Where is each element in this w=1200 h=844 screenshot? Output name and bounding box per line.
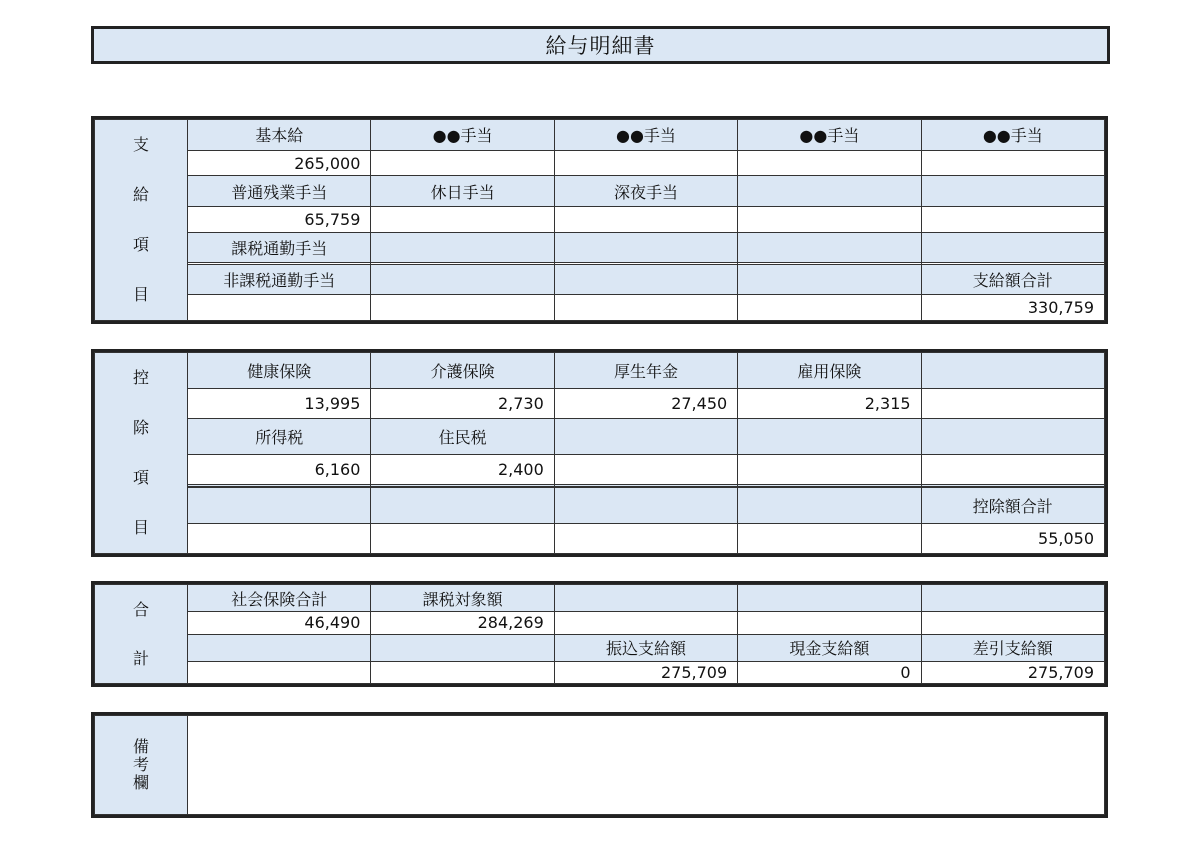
payment-label-row <box>95 232 1105 263</box>
item-value[interactable] <box>188 661 371 684</box>
item-label <box>921 419 1104 455</box>
side-char: 除 <box>132 418 149 437</box>
item-value[interactable] <box>738 612 921 635</box>
item-label <box>738 176 921 207</box>
item-label <box>738 419 921 455</box>
item-value[interactable] <box>738 455 921 485</box>
total-value-row <box>95 661 1105 684</box>
item-label <box>371 488 554 524</box>
item-label: 深夜手当 <box>554 176 737 207</box>
item-value[interactable]: 0 <box>738 661 921 684</box>
item-value[interactable]: 275,709 <box>921 661 1104 684</box>
deduction-label-row <box>95 353 1105 389</box>
item-value[interactable] <box>921 207 1104 233</box>
payment-label-row <box>95 264 1105 295</box>
item-label: 基本給 <box>188 120 371 151</box>
item-value[interactable] <box>921 455 1104 485</box>
deduction-label-row <box>95 488 1105 524</box>
item-label <box>188 634 371 661</box>
item-label <box>738 264 921 295</box>
item-label: ●●手当 <box>921 120 1104 151</box>
item-value[interactable] <box>554 524 737 554</box>
item-value[interactable] <box>188 295 371 321</box>
item-value[interactable] <box>921 150 1104 176</box>
item-value[interactable]: 2,400 <box>371 455 554 485</box>
item-value[interactable] <box>554 455 737 485</box>
item-value[interactable] <box>554 295 737 321</box>
side-char: 備 <box>132 737 149 756</box>
item-label: 介護保険 <box>371 353 554 389</box>
deduction-side-label <box>95 353 188 554</box>
item-label <box>554 264 737 295</box>
item-label: 現金支給額 <box>738 634 921 661</box>
item-value[interactable]: 265,000 <box>188 150 371 176</box>
item-label <box>921 232 1104 263</box>
item-label: 非課税通勤手当 <box>188 264 371 295</box>
item-value[interactable]: 55,050 <box>921 524 1104 554</box>
side-char: 欄 <box>132 773 149 792</box>
page-title: 給与明細書 <box>91 26 1110 64</box>
deduction-label-row <box>95 419 1105 455</box>
item-label: 課税対象額 <box>371 585 554 612</box>
item-label: 所得税 <box>188 419 371 455</box>
deduction-value-row <box>95 455 1105 485</box>
deduction-value-row <box>95 524 1105 554</box>
item-label <box>554 488 737 524</box>
item-label: 雇用保険 <box>738 353 921 389</box>
item-value[interactable] <box>188 524 371 554</box>
payment-side-label <box>95 120 188 321</box>
total-value-row <box>95 612 1105 635</box>
item-label: 厚生年金 <box>554 353 737 389</box>
item-value[interactable] <box>738 524 921 554</box>
side-char: 目 <box>132 285 149 304</box>
item-label <box>371 232 554 263</box>
item-value[interactable]: 275,709 <box>554 661 737 684</box>
total-label-row <box>95 585 1105 612</box>
side-char: 考 <box>132 755 149 774</box>
side-char: 控 <box>132 368 149 387</box>
item-label: 健康保険 <box>188 353 371 389</box>
item-value[interactable] <box>738 207 921 233</box>
item-label: 支給額合計 <box>921 264 1104 295</box>
item-label: 社会保険合計 <box>188 585 371 612</box>
item-value[interactable]: 2,315 <box>738 389 921 419</box>
item-value[interactable] <box>371 150 554 176</box>
item-value[interactable]: 13,995 <box>188 389 371 419</box>
item-label: 差引支給額 <box>921 634 1104 661</box>
item-value[interactable] <box>371 295 554 321</box>
item-label <box>738 585 921 612</box>
item-value[interactable] <box>738 150 921 176</box>
side-char: 給 <box>132 185 149 204</box>
item-label <box>554 585 737 612</box>
item-value[interactable]: 284,269 <box>371 612 554 635</box>
item-label: ●●手当 <box>738 120 921 151</box>
item-label <box>921 176 1104 207</box>
deduction-value-row <box>95 389 1105 419</box>
item-value[interactable] <box>738 295 921 321</box>
payments-section <box>91 116 1108 324</box>
item-value[interactable]: 2,730 <box>371 389 554 419</box>
item-label: 住民税 <box>371 419 554 455</box>
side-char: 項 <box>132 468 149 487</box>
payment-value-row <box>95 295 1105 321</box>
side-char: 計 <box>132 648 149 668</box>
remarks-side-label <box>95 716 188 815</box>
deductions-section <box>91 349 1108 557</box>
item-label <box>738 232 921 263</box>
item-label <box>738 488 921 524</box>
item-label: 休日手当 <box>371 176 554 207</box>
item-label: 普通残業手当 <box>188 176 371 207</box>
remarks-section <box>91 712 1108 818</box>
item-value[interactable] <box>554 207 737 233</box>
item-label: ●●手当 <box>554 120 737 151</box>
side-char: 支 <box>132 135 149 154</box>
item-label <box>371 264 554 295</box>
item-value[interactable]: 65,759 <box>188 207 371 233</box>
payment-value-row <box>95 150 1105 176</box>
item-label <box>188 488 371 524</box>
payment-label-row <box>95 176 1105 207</box>
item-value[interactable]: 6,160 <box>188 455 371 485</box>
item-label: 振込支給額 <box>554 634 737 661</box>
item-value[interactable]: 330,759 <box>921 295 1104 321</box>
item-label <box>554 232 737 263</box>
item-value[interactable] <box>921 389 1104 419</box>
total-side-label <box>95 585 188 684</box>
item-value[interactable] <box>371 661 554 684</box>
item-label: 控除額合計 <box>921 488 1104 524</box>
item-value[interactable]: 27,450 <box>554 389 737 419</box>
item-label: ●●手当 <box>371 120 554 151</box>
side-char: 目 <box>132 518 149 537</box>
item-label <box>921 585 1104 612</box>
item-value[interactable] <box>371 524 554 554</box>
remarks-content[interactable] <box>188 716 1105 815</box>
item-label <box>554 419 737 455</box>
item-value[interactable]: 46,490 <box>188 612 371 635</box>
total-label-row <box>95 634 1105 661</box>
item-value[interactable] <box>921 612 1104 635</box>
item-label: 課税通勤手当 <box>188 232 371 263</box>
item-label <box>921 353 1104 389</box>
item-label <box>371 634 554 661</box>
item-value[interactable] <box>554 150 737 176</box>
payment-value-row <box>95 207 1105 233</box>
payment-label-row <box>95 120 1105 151</box>
item-value[interactable] <box>554 612 737 635</box>
totals-section <box>91 581 1108 687</box>
side-char: 合 <box>132 599 149 619</box>
item-value[interactable] <box>371 207 554 233</box>
side-char: 項 <box>132 235 149 254</box>
